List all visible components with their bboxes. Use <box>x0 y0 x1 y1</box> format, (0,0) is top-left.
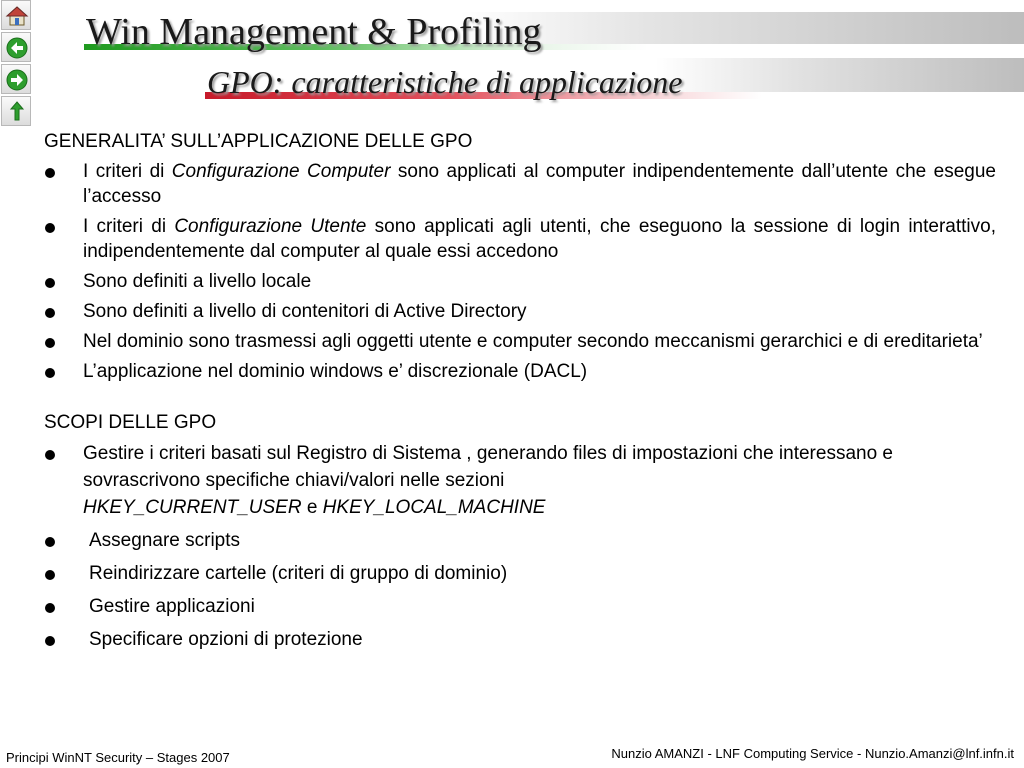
list-item: I criteri di Configurazione Utente sono applicati agli utenti, che eseguono la sessione di login interattivo, indipendentemente dal computer al quale essi accedono <box>44 214 996 264</box>
list-item: Specificare opzioni di protezione <box>44 626 996 653</box>
home-icon <box>5 4 29 28</box>
forward-arrow-icon <box>5 68 29 92</box>
list-item: L’applicazione nel dominio windows e’ discrezionale (DACL) <box>44 359 996 384</box>
section-heading-generalita: GENERALITA’ SULL’APPLICAZIONE DELLE GPO <box>44 131 473 152</box>
page-subtitle: GPO: caratteristiche di applicazione <box>207 64 683 100</box>
list-item: Gestire applicazioni <box>44 593 996 620</box>
list-item: Assegnare scripts <box>44 527 996 554</box>
bullet-dot <box>45 636 55 646</box>
bullet-dot <box>45 223 55 233</box>
list-item: Sono definiti a livello locale <box>44 269 996 294</box>
bullet-dot <box>45 278 55 288</box>
page-title: Win Management & Profiling <box>86 11 542 53</box>
home-button[interactable] <box>1 0 31 30</box>
bullet-dot <box>45 168 55 178</box>
list-item: Reindirizzare cartelle (criteri di gruppo di dominio) <box>44 560 996 587</box>
up-arrow-icon <box>5 100 29 124</box>
back-button[interactable] <box>1 32 31 62</box>
forward-button[interactable] <box>1 64 31 94</box>
bullet-dot <box>45 368 55 378</box>
footer-course: Principi WinNT Security – Stages 2007 <box>6 750 230 765</box>
section-heading-scopi: SCOPI DELLE GPO <box>44 412 217 433</box>
list-item: Nel dominio sono trasmessi agli oggetti utente e computer secondo meccanismi gerarchici e di ereditarieta’ <box>44 329 996 354</box>
bullet-dot <box>45 450 55 460</box>
bullet-dot <box>45 308 55 318</box>
list-item: I criteri di Configurazione Computer sono applicati al computer indipendentemente dall’utente che esegue l’accesso <box>44 159 996 209</box>
back-arrow-icon <box>5 36 29 60</box>
up-button[interactable] <box>1 96 31 126</box>
footer-author: Nunzio AMANZI - LNF Computing Service - Nunzio.Amanzi@lnf.infn.it <box>611 746 1014 761</box>
scopi-list <box>44 440 996 653</box>
generalita-list <box>44 159 996 384</box>
slide-content <box>44 130 996 653</box>
bullet-dot <box>45 603 55 613</box>
bullet-dot <box>45 570 55 580</box>
bullet-dot <box>45 537 55 547</box>
list-item: Gestire i criteri basati sul Registro di Sistema , generando files di impostazioni che interessano e sovrascrivono specifiche chiavi/valori nelle sezioni HKEY_CURRENT_USER e HKEY_LOCAL_MACHINE <box>44 440 996 521</box>
list-item: Sono definiti a livello di contenitori di Active Directory <box>44 299 996 324</box>
bullet-dot <box>45 338 55 348</box>
